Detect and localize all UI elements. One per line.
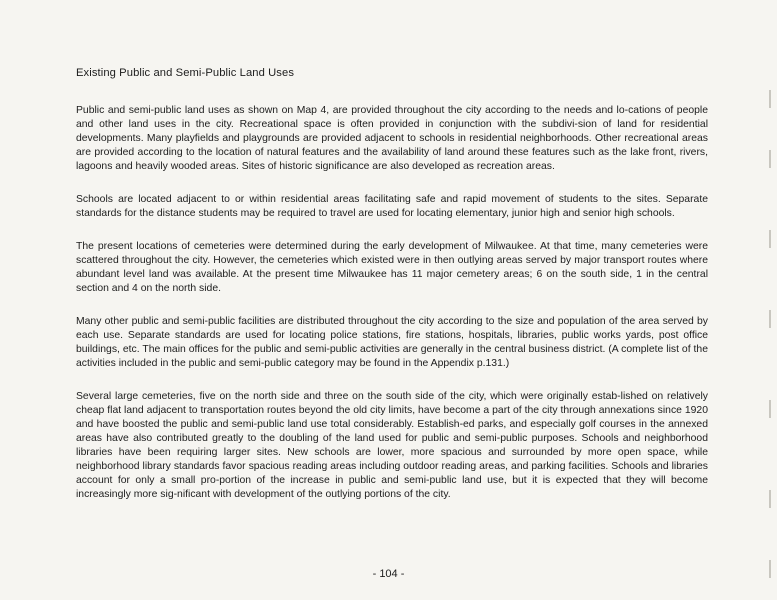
- body-text: [76, 104, 708, 521]
- paragraph-public-semi-public-uses: Public and semi-public land uses as shown on Map 4, are provided throughout the city according to the needs and lo-cations of people and other land uses in the city. Recreational space is often provided in conjunction with the subdivi-sion of land for residential developments. Many playfields and playgrounds are provided adjacent to schools in residential neighborhoods. Other recreational areas are provided according to the location of natural features and the availability of land around these features such as the lake front, rivers, lagoons and heavily wooded areas. Sites of historic significance are also developed as recreation areas.: [76, 105, 708, 172]
- paragraph-cemeteries: The present locations of cemeteries were determined during the early development of Milwaukee. At that time, many cemeteries were scattered throughout the city. However, the cemeteries which existed were in then outlying areas served by major transport routes where abundant level land was available. At the present time Milwaukee has 11 major cemetery areas; 6 on the south side, 1 in the central section and 4 on the north side.: [76, 241, 708, 294]
- page-edge-marks: [765, 70, 771, 590]
- paragraph-other-facilities: Many other public and semi-public facilities are distributed throughout the city according to the size and population of the area served by each use. Separate standards are used for locating police stations, fire stations, hospitals, libraries, public works yards, post office buildings, etc. The main offices for the public and semi-public activities are generally in the central business district. (A complete list of the activities included in the public and semi-public category may be found in the Appendix p.131.): [76, 316, 708, 369]
- page-number: - 104 -: [372, 568, 405, 580]
- paragraph-schools: Schools are located adjacent to or within residential areas facilitating safe and rapid movement of students to the sites. Separate standards for the distance students may be required to travel are used for locating elementary, junior high and senior high schools.: [76, 194, 708, 219]
- section-heading: Existing Public and Semi-Public Land Uses: [76, 67, 295, 79]
- paragraph-annexation: Several large cemeteries, five on the north side and three on the south side of the city, which were originally estab-lished on relatively cheap flat land adjacent to transportation routes beyond the old city limits, have become a part of the city through annexations since 1920 and have boosted the public and semi-public land use total considerably. Establish-ed parks, and especially golf courses in the annexed areas have also contributed greatly to the doubling of the land used for public and semi-public purposes. Schools and neighborhood libraries have been requiring larger sites. New schools are lower, more spacious and surrounded by more open space, while neighborhood library standards favor spacious reading areas including outdoor reading areas, and parking facilities. Schools and libraries account for only a small pro-portion of the increase in public and semi-public land use, but it is expected that they will become increasingly more sig-nificant with development of the outlying portions of the city.: [76, 391, 708, 500]
